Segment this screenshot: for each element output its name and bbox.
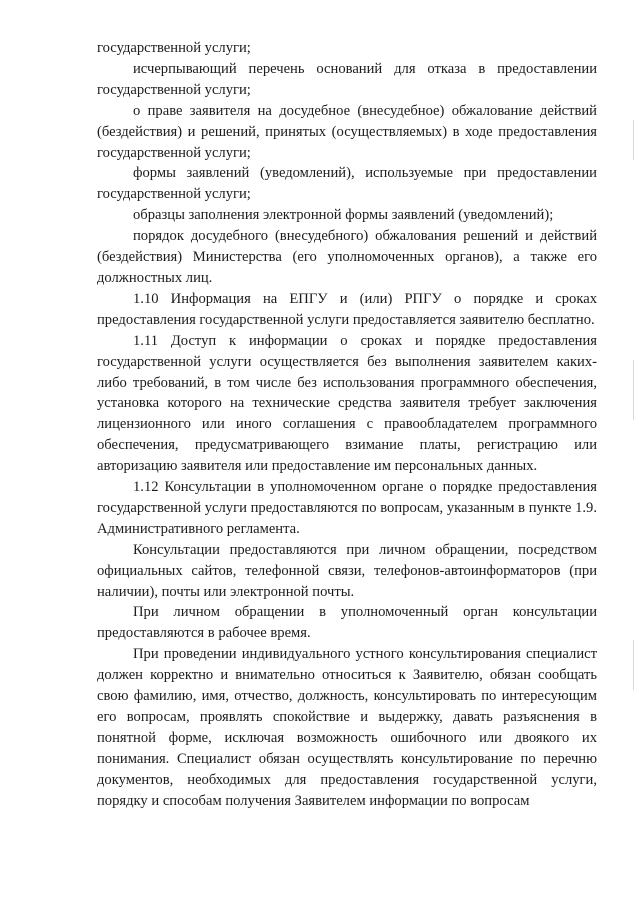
scan-margin-mark [633, 360, 634, 420]
paragraph-continuation: государственной услуги; [97, 40, 251, 56]
paragraph-section-1-10: 1.10 Информация на ЕПГУ и (или) РПГУ о порядке и сроках предоставления государственной услуги предоставляется заявителю бесплатно. [97, 290, 597, 328]
paragraph-application-forms: формы заявлений (уведомлений), используемые при предоставлении государственной услуги; [97, 165, 597, 203]
document-body [97, 38, 597, 812]
paragraph-section-1-11: 1.11 Доступ к информации о сроках и порядке предоставления государственной услуги осуществляется без выполнения заявителем каких-либо требований, в том числе без использования программного обеспечения, установка которого на технические средства заявителя требует заключения лицензионного или иного соглашения с правообладателем программного обеспечения, предусматривающего взимание платы, регистрацию или авторизацию заявителя или предоставление им персональных данных. [97, 332, 597, 475]
paragraph-refusal-grounds: исчерпывающий перечень оснований для отказа в предоставлении государственной услуги; [97, 60, 597, 98]
paragraph-in-person-hours: При личном обращении в уполномоченный орган консультации предоставляются в рабочее время. [97, 604, 597, 642]
paragraph-consultation-channels: Консультации предоставляются при личном обращении, посредством официальных сайтов, телефонной связи, телефонов-автоинформаторов (при наличии), почты или электронной почты. [97, 541, 597, 600]
scan-margin-mark [633, 640, 634, 690]
paragraph-appeal-right: о праве заявителя на досудебное (внесудебное) обжалование действий (бездействия) и решений, принятых (осуществляемых) в ходе предоставления государственной услуги; [97, 102, 597, 161]
paragraph-section-1-12: 1.12 Консультации в уполномоченном органе о порядке предоставления государственной услуги предоставляются по вопросам, указанным в пункте 1.9. Административного регламента. [97, 479, 597, 537]
paragraph-individual-consulting: При проведении индивидуального устного консультирования специалист должен корректно и внимательно относиться к Заявителю, обязан сообщать свою фамилию, имя, отчество, должность, консультировать по интересующим его вопросам, проявлять спокойствие и выдержку, давать разъяснения в понятной форме, исключая возможность ошибочного или двоякого их понимания. Специалист обязан осуществлять консультирование по перечню документов, необходимых для предоставления государственной услуги, порядку и способам получения Заявителем информации по вопросам [97, 646, 597, 809]
paragraph-form-samples: образцы заполнения электронной формы заявлений (уведомлений); [133, 207, 554, 224]
paragraph-appeal-procedure: порядок досудебного (внесудебного) обжалования решений и действий (бездействия) Министерства (его уполномоченных органов), а также его должностных лиц. [97, 228, 597, 286]
scan-margin-mark [633, 120, 634, 160]
